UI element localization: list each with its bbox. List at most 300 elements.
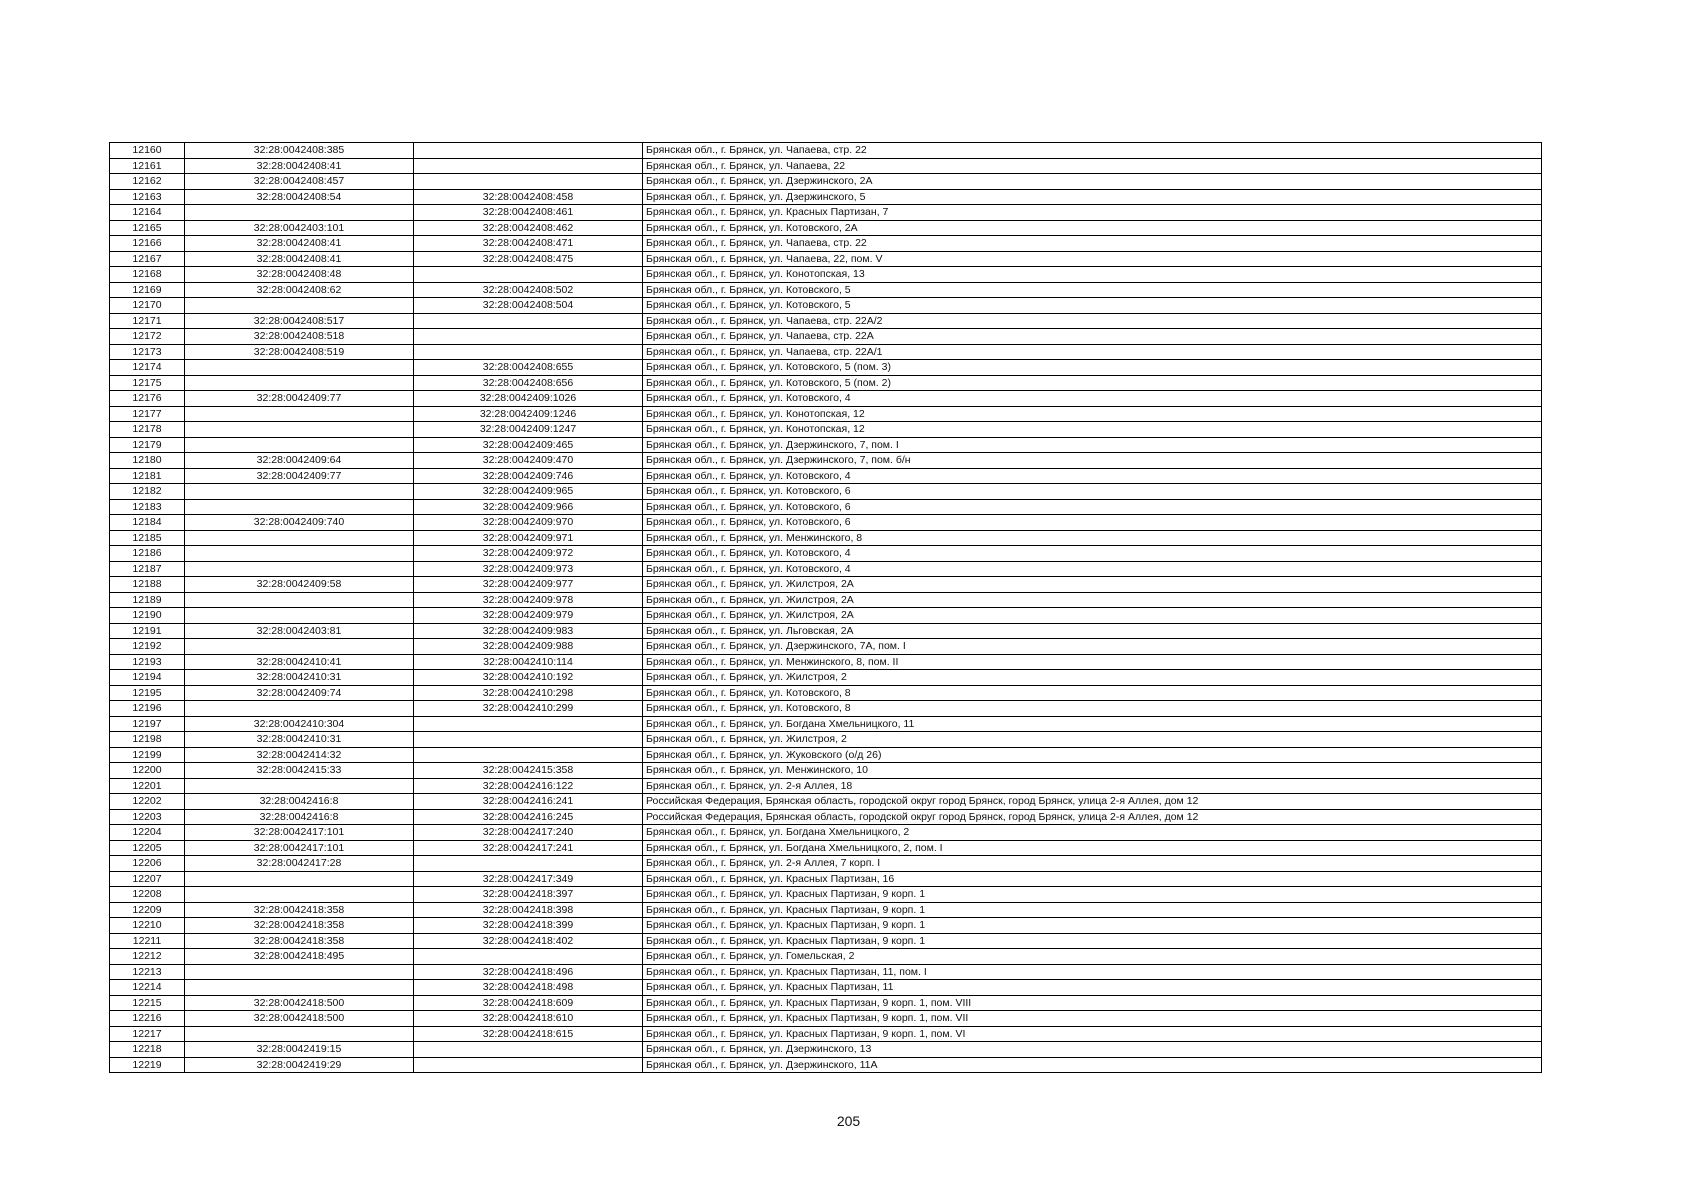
parcel-number-cell: 32:28:0042409:58	[185, 577, 414, 593]
table-row	[110, 639, 1542, 655]
parcel-number-cell	[185, 592, 414, 608]
table-row	[110, 1042, 1542, 1058]
address-cell: Брянская обл., г. Брянск, ул. Дзержинского, 7, пом. б/н	[643, 453, 1542, 469]
table-row	[110, 949, 1542, 965]
row-number-cell: 12161	[110, 158, 185, 174]
address-cell: Брянская обл., г. Брянск, ул. Богдана Хмельницкого, 2, пом. I	[643, 840, 1542, 856]
parcel-number-cell: 32:28:0042418:358	[185, 902, 414, 918]
object-number-cell: 32:28:0042409:465	[414, 437, 643, 453]
object-number-cell: 32:28:0042418:398	[414, 902, 643, 918]
object-number-cell: 32:28:0042418:498	[414, 980, 643, 996]
address-cell: Брянская обл., г. Брянск, ул. Жилстроя, 2	[643, 732, 1542, 748]
parcel-number-cell: 32:28:0042403:81	[185, 623, 414, 639]
row-number-cell: 12199	[110, 747, 185, 763]
row-number-cell: 12198	[110, 732, 185, 748]
table-row	[110, 282, 1542, 298]
parcel-number-cell: 32:28:0042409:740	[185, 515, 414, 531]
object-number-cell: 32:28:0042408:458	[414, 189, 643, 205]
registry-table	[109, 142, 1542, 1073]
object-number-cell: 32:28:0042410:192	[414, 670, 643, 686]
table-row	[110, 716, 1542, 732]
row-number-cell: 12202	[110, 794, 185, 810]
row-number-cell: 12211	[110, 933, 185, 949]
page-number: 205	[836, 1113, 861, 1129]
row-number-cell: 12200	[110, 763, 185, 779]
row-number-cell: 12173	[110, 344, 185, 360]
address-cell: Брянская обл., г. Брянск, ул. Чапаева, стр. 22А	[643, 329, 1542, 345]
row-number-cell: 12195	[110, 685, 185, 701]
parcel-number-cell	[185, 1026, 414, 1042]
table-row	[110, 267, 1542, 283]
address-cell: Брянская обл., г. Брянск, ул. Котовского, 5	[643, 298, 1542, 314]
row-number-cell: 12168	[110, 267, 185, 283]
table-row	[110, 515, 1542, 531]
parcel-number-cell	[185, 980, 414, 996]
object-number-cell: 32:28:0042409:977	[414, 577, 643, 593]
row-number-cell: 12177	[110, 406, 185, 422]
row-number-cell: 12206	[110, 856, 185, 872]
table-row	[110, 236, 1542, 252]
address-cell: Брянская обл., г. Брянск, ул. Красных Партизан, 9 корп. 1	[643, 887, 1542, 903]
address-cell: Брянская обл., г. Брянск, ул. Жуковского (о/д 26)	[643, 747, 1542, 763]
row-number-cell: 12203	[110, 809, 185, 825]
row-number-cell: 12219	[110, 1057, 185, 1073]
table-row	[110, 360, 1542, 376]
table-row	[110, 980, 1542, 996]
object-number-cell: 32:28:0042408:502	[414, 282, 643, 298]
parcel-number-cell: 32:28:0042418:358	[185, 933, 414, 949]
parcel-number-cell: 32:28:0042408:41	[185, 251, 414, 267]
row-number-cell: 12181	[110, 468, 185, 484]
table-row	[110, 577, 1542, 593]
table-row	[110, 1026, 1542, 1042]
address-cell: Брянская обл., г. Брянск, ул. Менжинского, 8, пом. II	[643, 654, 1542, 670]
parcel-number-cell	[185, 499, 414, 515]
parcel-number-cell: 32:28:0042408:48	[185, 267, 414, 283]
parcel-number-cell: 32:28:0042410:31	[185, 670, 414, 686]
object-number-cell: 32:28:0042416:241	[414, 794, 643, 810]
object-number-cell: 32:28:0042409:970	[414, 515, 643, 531]
table-row	[110, 794, 1542, 810]
table-row	[110, 747, 1542, 763]
object-number-cell: 32:28:0042417:240	[414, 825, 643, 841]
parcel-number-cell	[185, 375, 414, 391]
table-row	[110, 933, 1542, 949]
object-number-cell	[414, 856, 643, 872]
row-number-cell: 12183	[110, 499, 185, 515]
address-cell: Брянская обл., г. Брянск, ул. Дзержинского, 5	[643, 189, 1542, 205]
address-cell: Российская Федерация, Брянская область, городской округ город Брянск, город Брянск, улица 2-я Аллея, дом 12	[643, 809, 1542, 825]
object-number-cell: 32:28:0042409:1247	[414, 422, 643, 438]
table-row	[110, 732, 1542, 748]
table-row	[110, 701, 1542, 717]
table-row	[110, 995, 1542, 1011]
address-cell: Брянская обл., г. Брянск, ул. Конотопская, 12	[643, 422, 1542, 438]
table-row	[110, 592, 1542, 608]
table-row	[110, 205, 1542, 221]
table-row	[110, 763, 1542, 779]
table-row	[110, 1057, 1542, 1073]
object-number-cell: 32:28:0042409:470	[414, 453, 643, 469]
table-row	[110, 825, 1542, 841]
address-cell: Брянская обл., г. Брянск, ул. Жилстроя, 2А	[643, 592, 1542, 608]
object-number-cell	[414, 329, 643, 345]
parcel-number-cell	[185, 561, 414, 577]
row-number-cell: 12214	[110, 980, 185, 996]
parcel-number-cell: 32:28:0042417:28	[185, 856, 414, 872]
parcel-number-cell	[185, 701, 414, 717]
object-number-cell: 32:28:0042409:983	[414, 623, 643, 639]
parcel-number-cell: 32:28:0042414:32	[185, 747, 414, 763]
address-cell: Брянская обл., г. Брянск, ул. Красных Партизан, 9 корп. 1, пом. VII	[643, 1011, 1542, 1027]
row-number-cell: 12216	[110, 1011, 185, 1027]
table-row	[110, 902, 1542, 918]
table-row	[110, 670, 1542, 686]
table-row	[110, 453, 1542, 469]
row-number-cell: 12205	[110, 840, 185, 856]
table-row	[110, 887, 1542, 903]
table-row	[110, 809, 1542, 825]
address-cell: Брянская обл., г. Брянск, ул. Жилстроя, 2	[643, 670, 1542, 686]
object-number-cell: 32:28:0042408:504	[414, 298, 643, 314]
address-cell: Брянская обл., г. Брянск, ул. Котовского, 5 (пом. 2)	[643, 375, 1542, 391]
parcel-number-cell: 32:28:0042418:500	[185, 1011, 414, 1027]
object-number-cell: 32:28:0042408:656	[414, 375, 643, 391]
row-number-cell: 12209	[110, 902, 185, 918]
object-number-cell	[414, 949, 643, 965]
object-number-cell	[414, 267, 643, 283]
address-cell: Брянская обл., г. Брянск, ул. Котовского, 5	[643, 282, 1542, 298]
table-row	[110, 220, 1542, 236]
parcel-number-cell: 32:28:0042418:358	[185, 918, 414, 934]
object-number-cell: 32:28:0042417:241	[414, 840, 643, 856]
row-number-cell: 12171	[110, 313, 185, 329]
parcel-number-cell: 32:28:0042419:15	[185, 1042, 414, 1058]
table-row	[110, 530, 1542, 546]
parcel-number-cell: 32:28:0042408:385	[185, 143, 414, 159]
object-number-cell: 32:28:0042416:245	[414, 809, 643, 825]
row-number-cell: 12167	[110, 251, 185, 267]
parcel-number-cell: 32:28:0042408:41	[185, 236, 414, 252]
row-number-cell: 12208	[110, 887, 185, 903]
address-cell: Брянская обл., г. Брянск, ул. Гомельская, 2	[643, 949, 1542, 965]
address-cell: Брянская обл., г. Брянск, ул. Чапаева, стр. 22	[643, 236, 1542, 252]
row-number-cell: 12182	[110, 484, 185, 500]
address-cell: Брянская обл., г. Брянск, ул. Богдана Хмельницкого, 11	[643, 716, 1542, 732]
parcel-number-cell: 32:28:0042417:101	[185, 825, 414, 841]
row-number-cell: 12160	[110, 143, 185, 159]
parcel-number-cell: 32:28:0042410:304	[185, 716, 414, 732]
row-number-cell: 12176	[110, 391, 185, 407]
row-number-cell: 12215	[110, 995, 185, 1011]
row-number-cell: 12162	[110, 174, 185, 190]
object-number-cell: 32:28:0042418:496	[414, 964, 643, 980]
object-number-cell: 32:28:0042410:114	[414, 654, 643, 670]
object-number-cell: 32:28:0042408:462	[414, 220, 643, 236]
table-row	[110, 437, 1542, 453]
parcel-number-cell: 32:28:0042408:41	[185, 158, 414, 174]
object-number-cell: 32:28:0042409:746	[414, 468, 643, 484]
table-row	[110, 608, 1542, 624]
object-number-cell: 32:28:0042409:965	[414, 484, 643, 500]
row-number-cell: 12164	[110, 205, 185, 221]
address-cell: Брянская обл., г. Брянск, ул. Чапаева, стр. 22А/2	[643, 313, 1542, 329]
object-number-cell: 32:28:0042408:471	[414, 236, 643, 252]
row-number-cell: 12197	[110, 716, 185, 732]
address-cell: Брянская обл., г. Брянск, ул. Дзержинского, 7А, пом. I	[643, 639, 1542, 655]
address-cell: Российская Федерация, Брянская область, городской округ город Брянск, город Брянск, улица 2-я Аллея, дом 12	[643, 794, 1542, 810]
row-number-cell: 12187	[110, 561, 185, 577]
address-cell: Брянская обл., г. Брянск, ул. Красных Партизан, 11, пом. I	[643, 964, 1542, 980]
parcel-number-cell	[185, 360, 414, 376]
table-row	[110, 329, 1542, 345]
row-number-cell: 12207	[110, 871, 185, 887]
parcel-number-cell: 32:28:0042417:101	[185, 840, 414, 856]
table-row	[110, 484, 1542, 500]
object-number-cell: 32:28:0042409:973	[414, 561, 643, 577]
table-row	[110, 468, 1542, 484]
parcel-number-cell	[185, 530, 414, 546]
table-row	[110, 344, 1542, 360]
parcel-number-cell: 32:28:0042419:29	[185, 1057, 414, 1073]
table-row	[110, 964, 1542, 980]
row-number-cell: 12175	[110, 375, 185, 391]
address-cell: Брянская обл., г. Брянск, ул. Котовского, 6	[643, 484, 1542, 500]
object-number-cell: 32:28:0042416:122	[414, 778, 643, 794]
parcel-number-cell: 32:28:0042408:517	[185, 313, 414, 329]
row-number-cell: 12213	[110, 964, 185, 980]
address-cell: Брянская обл., г. Брянск, ул. Красных Партизан, 9 корп. 1	[643, 918, 1542, 934]
parcel-number-cell: 32:28:0042410:41	[185, 654, 414, 670]
table-row	[110, 546, 1542, 562]
table-row	[110, 143, 1542, 159]
row-number-cell: 12178	[110, 422, 185, 438]
parcel-number-cell: 32:28:0042408:54	[185, 189, 414, 205]
row-number-cell: 12210	[110, 918, 185, 934]
address-cell: Брянская обл., г. Брянск, ул. 2-я Аллея, 18	[643, 778, 1542, 794]
row-number-cell: 12188	[110, 577, 185, 593]
table-row	[110, 840, 1542, 856]
table-row	[110, 298, 1542, 314]
object-number-cell: 32:28:0042418:610	[414, 1011, 643, 1027]
address-cell: Брянская обл., г. Брянск, ул. Дзержинского, 11А	[643, 1057, 1542, 1073]
address-cell: Брянская обл., г. Брянск, ул. Котовского, 6	[643, 515, 1542, 531]
table-row	[110, 189, 1542, 205]
parcel-number-cell: 32:28:0042408:519	[185, 344, 414, 360]
object-number-cell: 32:28:0042415:358	[414, 763, 643, 779]
row-number-cell: 12163	[110, 189, 185, 205]
address-cell: Брянская обл., г. Брянск, ул. Котовского, 4	[643, 391, 1542, 407]
object-number-cell: 32:28:0042408:475	[414, 251, 643, 267]
row-number-cell: 12194	[110, 670, 185, 686]
parcel-number-cell	[185, 887, 414, 903]
row-number-cell: 12170	[110, 298, 185, 314]
row-number-cell: 12185	[110, 530, 185, 546]
address-cell: Брянская обл., г. Брянск, ул. Дзержинского, 13	[643, 1042, 1542, 1058]
object-number-cell: 32:28:0042418:609	[414, 995, 643, 1011]
object-number-cell	[414, 747, 643, 763]
table-row	[110, 174, 1542, 190]
parcel-number-cell	[185, 639, 414, 655]
row-number-cell: 12217	[110, 1026, 185, 1042]
table-row	[110, 406, 1542, 422]
address-cell: Брянская обл., г. Брянск, ул. Дзержинского, 2А	[643, 174, 1542, 190]
object-number-cell: 32:28:0042409:966	[414, 499, 643, 515]
row-number-cell: 12193	[110, 654, 185, 670]
row-number-cell: 12190	[110, 608, 185, 624]
row-number-cell: 12180	[110, 453, 185, 469]
object-number-cell: 32:28:0042409:1246	[414, 406, 643, 422]
row-number-cell: 12179	[110, 437, 185, 453]
table-row	[110, 251, 1542, 267]
object-number-cell: 32:28:0042410:298	[414, 685, 643, 701]
object-number-cell: 32:28:0042409:979	[414, 608, 643, 624]
row-number-cell: 12192	[110, 639, 185, 655]
parcel-number-cell	[185, 608, 414, 624]
address-cell: Брянская обл., г. Брянск, ул. Котовского, 4	[643, 561, 1542, 577]
address-cell: Брянская обл., г. Брянск, ул. Богдана Хмельницкого, 2	[643, 825, 1542, 841]
table-row	[110, 871, 1542, 887]
row-number-cell: 12165	[110, 220, 185, 236]
parcel-number-cell: 32:28:0042408:518	[185, 329, 414, 345]
object-number-cell: 32:28:0042409:978	[414, 592, 643, 608]
address-cell: Брянская обл., г. Брянск, ул. Котовского, 4	[643, 468, 1542, 484]
object-number-cell: 32:28:0042408:461	[414, 205, 643, 221]
address-cell: Брянская обл., г. Брянск, ул. Красных Партизан, 7	[643, 205, 1542, 221]
address-cell: Брянская обл., г. Брянск, ул. Менжинского, 10	[643, 763, 1542, 779]
parcel-number-cell: 32:28:0042416:8	[185, 809, 414, 825]
table-row	[110, 391, 1542, 407]
parcel-number-cell	[185, 484, 414, 500]
parcel-number-cell: 32:28:0042409:77	[185, 468, 414, 484]
address-cell: Брянская обл., г. Брянск, ул. Красных Партизан, 9 корп. 1, пом. VI	[643, 1026, 1542, 1042]
row-number-cell: 12204	[110, 825, 185, 841]
table-row	[110, 685, 1542, 701]
parcel-number-cell: 32:28:0042403:101	[185, 220, 414, 236]
object-number-cell: 32:28:0042418:397	[414, 887, 643, 903]
row-number-cell: 12166	[110, 236, 185, 252]
parcel-number-cell	[185, 406, 414, 422]
address-cell: Брянская обл., г. Брянск, ул. Жилстроя, 2А	[643, 577, 1542, 593]
object-number-cell: 32:28:0042408:655	[414, 360, 643, 376]
registry-table-body	[110, 143, 1542, 1073]
object-number-cell: 32:28:0042418:399	[414, 918, 643, 934]
row-number-cell: 12201	[110, 778, 185, 794]
table-row	[110, 375, 1542, 391]
table-row	[110, 1011, 1542, 1027]
row-number-cell: 12169	[110, 282, 185, 298]
table-row	[110, 623, 1542, 639]
row-number-cell: 12191	[110, 623, 185, 639]
address-cell: Брянская обл., г. Брянск, ул. Красных Партизан, 9 корп. 1, пом. VIII	[643, 995, 1542, 1011]
parcel-number-cell: 32:28:0042418:500	[185, 995, 414, 1011]
address-cell: Брянская обл., г. Брянск, ул. Жилстроя, 2А	[643, 608, 1542, 624]
object-number-cell	[414, 1057, 643, 1073]
table-row	[110, 313, 1542, 329]
object-number-cell	[414, 716, 643, 732]
address-cell: Брянская обл., г. Брянск, ул. Чапаева, 22	[643, 158, 1542, 174]
parcel-number-cell: 32:28:0042408:62	[185, 282, 414, 298]
object-number-cell: 32:28:0042418:615	[414, 1026, 643, 1042]
table-row	[110, 561, 1542, 577]
address-cell: Брянская обл., г. Брянск, ул. Котовского, 6	[643, 499, 1542, 515]
address-cell: Брянская обл., г. Брянск, ул. Котовского, 2А	[643, 220, 1542, 236]
object-number-cell: 32:28:0042409:971	[414, 530, 643, 546]
parcel-number-cell	[185, 964, 414, 980]
address-cell: Брянская обл., г. Брянск, ул. Котовского, 5 (пом. 3)	[643, 360, 1542, 376]
parcel-number-cell	[185, 546, 414, 562]
object-number-cell: 32:28:0042409:988	[414, 639, 643, 655]
parcel-number-cell: 32:28:0042409:74	[185, 685, 414, 701]
table-row	[110, 918, 1542, 934]
object-number-cell	[414, 174, 643, 190]
object-number-cell	[414, 344, 643, 360]
object-number-cell: 32:28:0042410:299	[414, 701, 643, 717]
row-number-cell: 12184	[110, 515, 185, 531]
parcel-number-cell: 32:28:0042416:8	[185, 794, 414, 810]
parcel-number-cell	[185, 298, 414, 314]
address-cell: Брянская обл., г. Брянск, ул. Котовского, 4	[643, 546, 1542, 562]
parcel-number-cell: 32:28:0042415:33	[185, 763, 414, 779]
address-cell: Брянская обл., г. Брянск, ул. Чапаева, стр. 22А/1	[643, 344, 1542, 360]
parcel-number-cell	[185, 205, 414, 221]
row-number-cell: 12196	[110, 701, 185, 717]
address-cell: Брянская обл., г. Брянск, ул. Конотопская, 12	[643, 406, 1542, 422]
address-cell: Брянская обл., г. Брянск, ул. Дзержинского, 7, пом. I	[643, 437, 1542, 453]
address-cell: Брянская обл., г. Брянск, ул. Красных Партизан, 11	[643, 980, 1542, 996]
table-row	[110, 778, 1542, 794]
address-cell: Брянская обл., г. Брянск, ул. Льговская, 2А	[643, 623, 1542, 639]
object-number-cell	[414, 313, 643, 329]
table-row	[110, 654, 1542, 670]
row-number-cell: 12172	[110, 329, 185, 345]
address-cell: Брянская обл., г. Брянск, ул. Конотопская, 13	[643, 267, 1542, 283]
address-cell: Брянская обл., г. Брянск, ул. 2-я Аллея, 7 корп. I	[643, 856, 1542, 872]
object-number-cell: 32:28:0042418:402	[414, 933, 643, 949]
parcel-number-cell: 32:28:0042409:77	[185, 391, 414, 407]
parcel-number-cell	[185, 871, 414, 887]
row-number-cell: 12218	[110, 1042, 185, 1058]
address-cell: Брянская обл., г. Брянск, ул. Чапаева, 22, пом. V	[643, 251, 1542, 267]
object-number-cell	[414, 732, 643, 748]
table-row	[110, 856, 1542, 872]
parcel-number-cell	[185, 422, 414, 438]
object-number-cell: 32:28:0042409:972	[414, 546, 643, 562]
parcel-number-cell: 32:28:0042408:457	[185, 174, 414, 190]
row-number-cell: 12212	[110, 949, 185, 965]
parcel-number-cell: 32:28:0042409:64	[185, 453, 414, 469]
address-cell: Брянская обл., г. Брянск, ул. Котовского, 8	[643, 685, 1542, 701]
object-number-cell	[414, 158, 643, 174]
parcel-number-cell: 32:28:0042410:31	[185, 732, 414, 748]
address-cell: Брянская обл., г. Брянск, ул. Красных Партизан, 16	[643, 871, 1542, 887]
address-cell: Брянская обл., г. Брянск, ул. Красных Партизан, 9 корп. 1	[643, 933, 1542, 949]
object-number-cell	[414, 143, 643, 159]
row-number-cell: 12186	[110, 546, 185, 562]
table-row	[110, 499, 1542, 515]
parcel-number-cell	[185, 437, 414, 453]
parcel-number-cell: 32:28:0042418:495	[185, 949, 414, 965]
object-number-cell: 32:28:0042417:349	[414, 871, 643, 887]
row-number-cell: 12174	[110, 360, 185, 376]
address-cell: Брянская обл., г. Брянск, ул. Красных Партизан, 9 корп. 1	[643, 902, 1542, 918]
table-row	[110, 422, 1542, 438]
address-cell: Брянская обл., г. Брянск, ул. Менжинского, 8	[643, 530, 1542, 546]
address-cell: Брянская обл., г. Брянск, ул. Чапаева, стр. 22	[643, 143, 1542, 159]
object-number-cell	[414, 1042, 643, 1058]
address-cell: Брянская обл., г. Брянск, ул. Котовского, 8	[643, 701, 1542, 717]
table-row	[110, 158, 1542, 174]
